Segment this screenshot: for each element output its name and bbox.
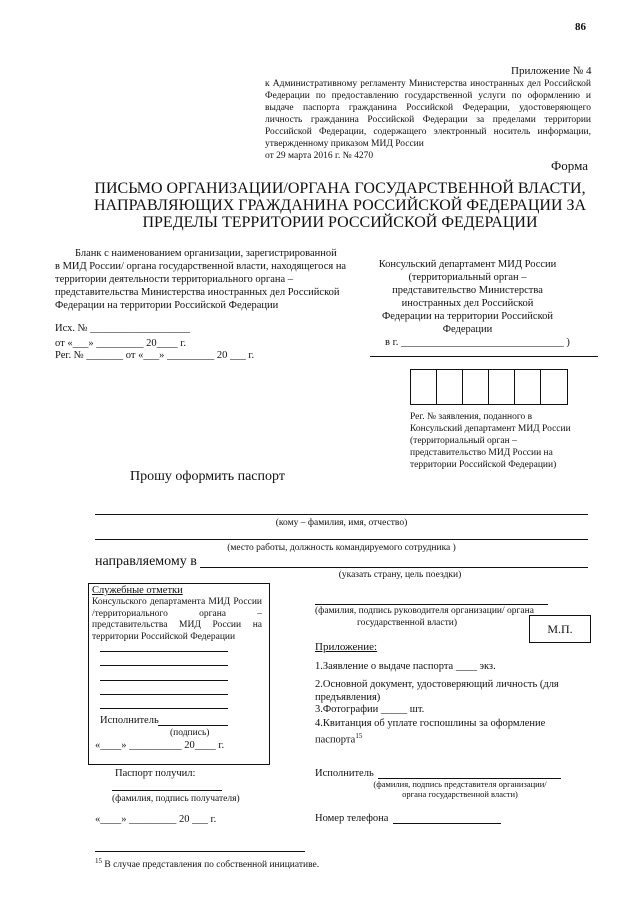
outgoing-date: от «___» _________ 20____ г.	[55, 338, 186, 349]
annex-date: от 29 марта 2016 г. № 4270	[265, 151, 374, 161]
letterhead-line: в МИД России/ органа государственной власти, находящегося на	[55, 261, 347, 272]
service-line[interactable]	[100, 651, 228, 652]
addressee-line: представительство Министерства	[392, 285, 543, 296]
registration-note	[410, 411, 600, 471]
receipt-signature-field[interactable]	[112, 790, 222, 791]
service-line[interactable]	[100, 665, 228, 666]
attachment-4-line-2	[315, 730, 545, 747]
head-signature-hint	[315, 605, 555, 629]
box-divider	[436, 370, 437, 404]
footnote-text: В случае представления по собственной инициативе.	[102, 860, 320, 871]
page-number: 86	[575, 21, 586, 33]
letterhead-line: территории деятельности территориального органа –	[55, 274, 294, 285]
addressee-line: Консульский департамент МИД России	[378, 259, 557, 270]
hint-workplace: (место работы, должность командируемого сотрудника )	[227, 543, 456, 553]
box-divider	[488, 370, 489, 404]
service-signature-hint: (подпись)	[170, 728, 210, 738]
letterhead-note	[55, 247, 355, 312]
annex-title: Приложение № 4	[511, 65, 592, 77]
executor-label: Исполнитель	[315, 768, 374, 779]
attachment-item-2	[315, 678, 559, 704]
receipt-hint: (фамилия, подпись получателя)	[112, 794, 240, 804]
letterhead-line: Федерации на территории Российской Федерации	[55, 300, 279, 311]
addressee-line: иностранных дел Российской	[401, 298, 534, 309]
head-hint-line: государственной власти)	[357, 618, 458, 628]
addressee-city: в г. _______________________________ )	[385, 337, 570, 348]
receipt-date: «____» _________ 20 ___ г.	[95, 814, 217, 825]
footnote-ref: 15	[355, 732, 363, 740]
box-divider	[462, 370, 463, 404]
head-hint-line: (фамилия, подпись руководителя организации/ органа	[315, 606, 534, 616]
attachment-item-4	[315, 717, 545, 747]
outgoing-number: Исх. № ___________________	[55, 323, 190, 334]
service-date: «____» __________ 20____ г.	[95, 740, 225, 751]
service-line[interactable]	[100, 694, 228, 695]
service-executor-label: Исполнитель	[100, 715, 159, 726]
addressee-block	[345, 258, 590, 336]
addressee-line: Федерации на территории Российской	[381, 311, 554, 322]
recipient-name-field[interactable]	[95, 514, 588, 515]
attachment-item-3: 3.Фотографии _____ шт.	[315, 704, 425, 715]
executor-hint-line: (фамилия, подпись представителя организации/	[373, 779, 547, 789]
title-line-2: НАПРАВЛЯЮЩИХ ГРАЖДАНИНА РОССИЙСКОЙ ФЕДЕРАЦИИ ЗА	[93, 197, 587, 214]
letterhead-line: Бланк с наименованием организации, зарегистрированной	[75, 248, 337, 259]
addressee-line: Федерации	[442, 324, 493, 335]
executor-hint	[355, 779, 565, 799]
reg-note-line: представительство МИД России на	[410, 448, 553, 458]
registration-number-boxes[interactable]	[410, 369, 568, 405]
attachments-title: Приложение:	[315, 641, 378, 653]
attachment-4-text: паспорта	[315, 734, 356, 746]
phone-field[interactable]	[393, 823, 501, 824]
seal-box: М.П.	[529, 615, 591, 643]
addressee-line: (территориальный орган –	[408, 272, 527, 283]
service-executor-signature-field[interactable]	[158, 725, 228, 726]
page-title	[60, 180, 620, 231]
receipt-label: Паспорт получил:	[115, 768, 196, 779]
destination-field[interactable]	[200, 567, 588, 568]
hint-recipient-name: (кому – фамилия, имя, отчество)	[275, 518, 408, 528]
reg-note-line: (территориальный орган –	[410, 436, 517, 446]
annex-regulation-text: к Административному регламенту Министерства иностранных дел Российской Федерации по предоставлению государственной услуги по оформлению и выдаче паспорта гражданина Российской Федерации, удостоверяющего личность гражданина Российской Федерации за пределами территории Российской Федерации, содержащего электронный носитель информации, утвержденному приказом МИД России	[265, 79, 591, 149]
workplace-field[interactable]	[95, 539, 588, 540]
attachment-item-1: 1.Заявление о выдаче паспорта ____ экз.	[315, 661, 496, 672]
form-label: Форма	[551, 158, 588, 173]
letterhead-line: представительства Министерства иностранных дел Российской	[55, 287, 340, 298]
reg-note-line: Консульский департамент МИД России	[410, 424, 571, 434]
sent-to-label: направляемому в	[95, 554, 197, 569]
box-divider	[540, 370, 541, 404]
title-line-3: ПРЕДЕЛЫ ТЕРРИТОРИИ РОССИЙСКОЙ ФЕДЕРАЦИИ	[142, 214, 538, 231]
footnote-number: 15	[95, 857, 102, 865]
attachment-2-line: 2.Основной документ, удостоверяющий личность (для	[315, 679, 559, 690]
request-text: Прошу оформить паспорт	[130, 469, 285, 484]
footnote-divider	[95, 851, 305, 852]
executor-hint-line: органа государственной власти)	[402, 789, 518, 799]
hint-destination: (указать страну, цель поездки)	[338, 570, 462, 580]
attachment-2-line: предъявления)	[315, 692, 381, 703]
service-line[interactable]	[100, 680, 228, 681]
service-notes-text: Консульского департамента МИД России /территориального органа – представительства МИД России на территории Российской Федерации	[92, 597, 262, 642]
service-notes-title: Служебные отметки	[92, 585, 183, 596]
registration-line: Рег. № _______ от «___» _________ 20 ___ г.	[55, 350, 255, 361]
box-divider	[514, 370, 515, 404]
service-line[interactable]	[100, 708, 228, 709]
reg-note-line: территории Российской Федерации)	[410, 460, 557, 470]
reg-note-line: Рег. № заявления, поданного в	[410, 412, 533, 422]
addressee-underline	[370, 356, 598, 357]
title-line-1: ПИСЬМО ОРГАНИЗАЦИИ/ОРГАНА ГОСУДАРСТВЕННОЙ ВЛАСТИ,	[94, 180, 586, 197]
annex-text	[265, 78, 591, 150]
phone-label: Номер телефона	[315, 813, 389, 824]
footnote	[95, 855, 319, 871]
attachment-4-line: 4.Квитанция об уплате госпошлины за оформление	[315, 718, 546, 729]
